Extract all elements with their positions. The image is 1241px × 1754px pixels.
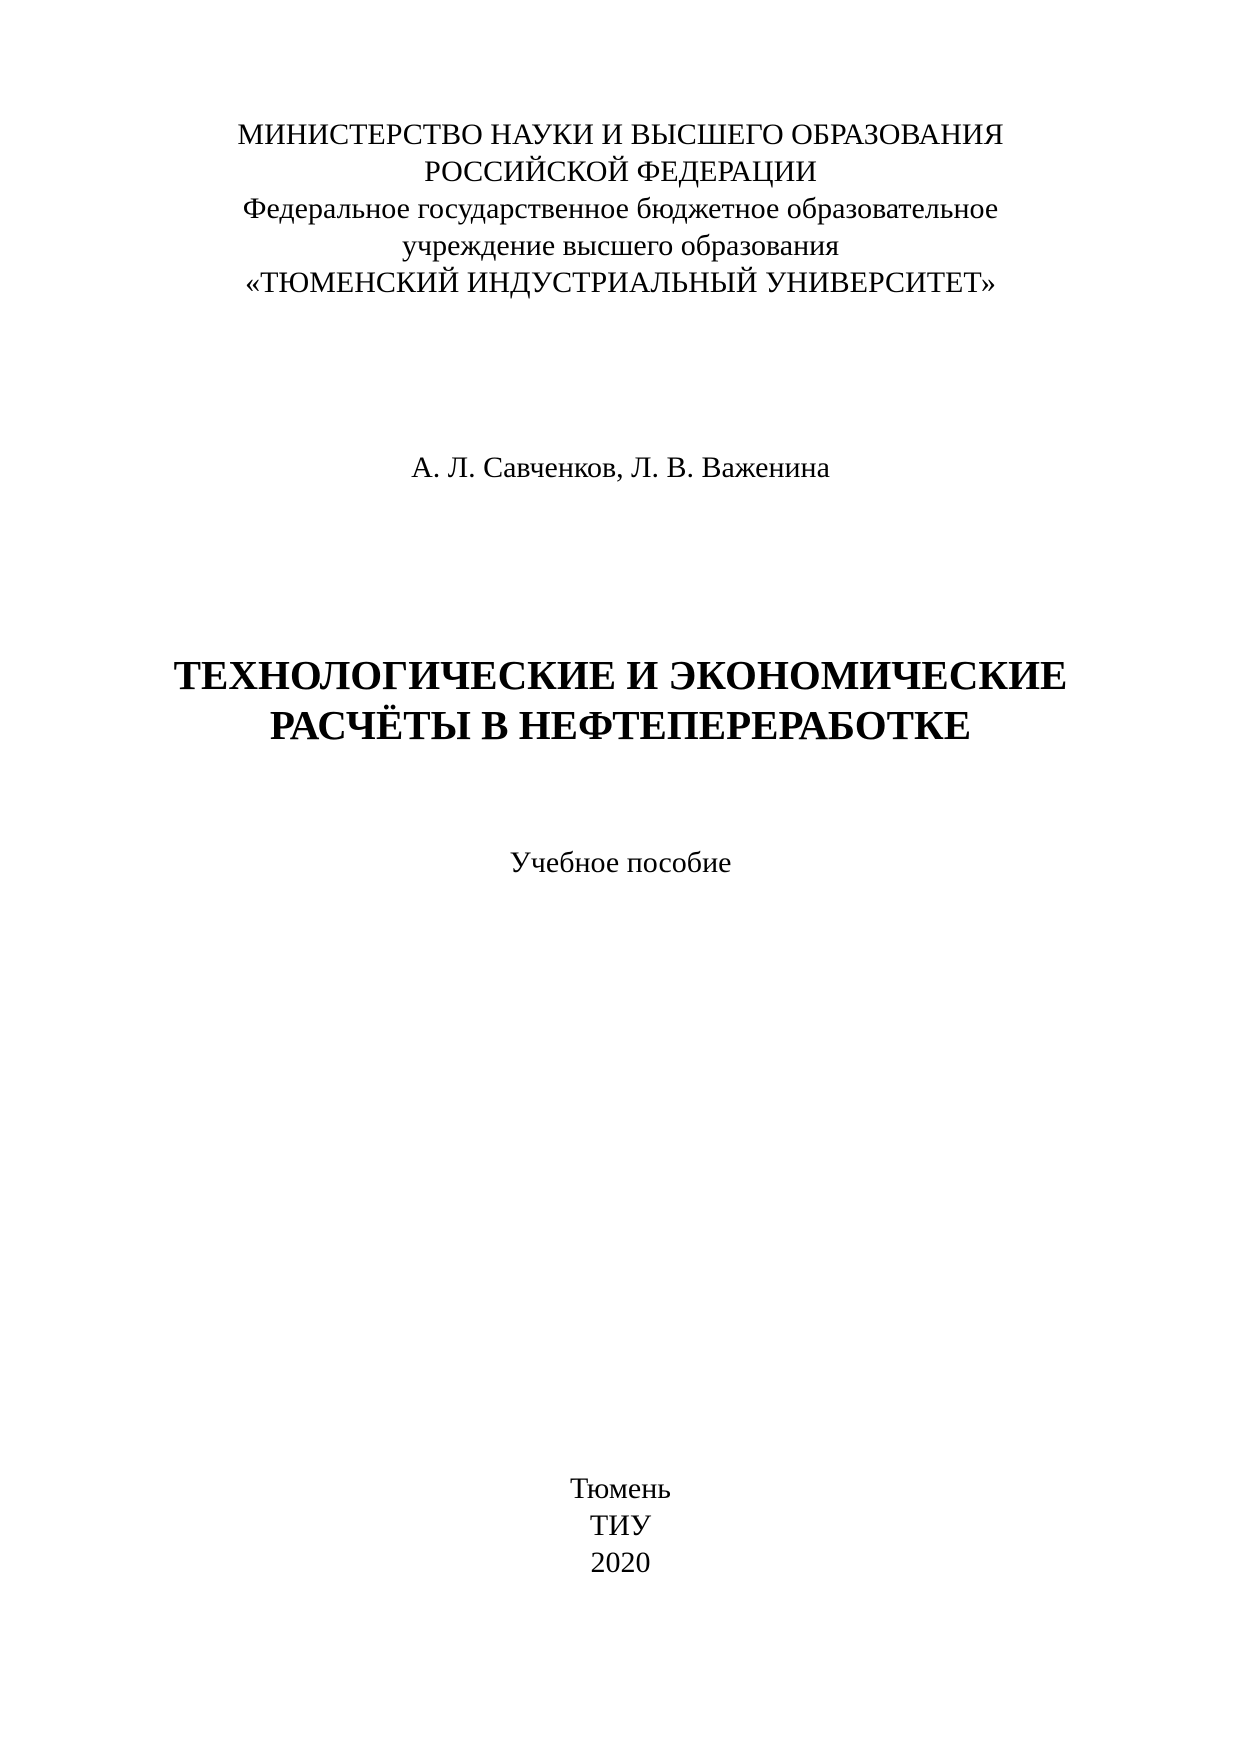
imprint-year: 2020: [590, 1546, 651, 1579]
book-title-line-1: ТЕХНОЛОГИЧЕСКИЕ И ЭКОНОМИЧЕСКИЕ: [173, 652, 1068, 698]
imprint-publisher: ТИУ: [589, 1509, 652, 1542]
institution-line-ministry: МИНИСТЕРСТВО НАУКИ И ВЫСШЕГО ОБРАЗОВАНИЯ: [237, 118, 1004, 151]
book-title: [0, 650, 1241, 750]
institution-line-education: учреждение высшего образования: [402, 229, 839, 262]
imprint: [0, 1470, 1241, 1581]
institution-header: [0, 116, 1241, 301]
book-title-line-2: РАСЧЁТЫ В НЕФТЕПЕРЕРАБОТКЕ: [269, 702, 972, 748]
publication-type: Учебное пособие: [509, 846, 732, 879]
institution-line-federation: РОССИЙСКОЙ ФЕДЕРАЦИИ: [424, 155, 817, 188]
authors: А. Л. Савченков, Л. В. Важенина: [411, 451, 830, 484]
institution-line-type: Федеральное государственное бюджетное образовательное: [242, 192, 999, 225]
imprint-city: Тюмень: [570, 1472, 671, 1505]
institution-line-university: «ТЮМЕНСКИЙ ИНДУСТРИАЛЬНЫЙ УНИВЕРСИТЕТ»: [245, 266, 996, 299]
